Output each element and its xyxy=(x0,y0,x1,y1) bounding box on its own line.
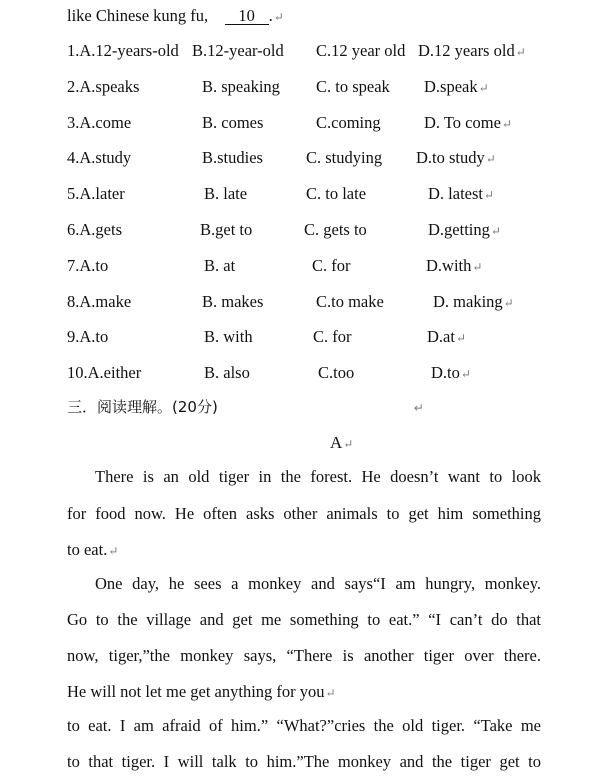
option-a: 7.A.to xyxy=(67,256,109,275)
passage-line: He will not let me get anything for you↵ xyxy=(67,682,336,701)
option-a: 3.A.come xyxy=(67,113,132,132)
option-c: C. to speak xyxy=(316,77,390,96)
option-b: B. makes xyxy=(202,292,264,311)
passage-line: One day, he sees a monkey and says“I am hungry, monkey. xyxy=(95,574,541,593)
option-a: 5.A.later xyxy=(67,184,125,203)
option-b: B. also xyxy=(204,363,250,382)
paragraph-mark-icon: ↵ xyxy=(460,367,471,381)
option-d: D. latest↵ xyxy=(428,184,495,203)
option-b: B. late xyxy=(204,184,248,203)
passage-line: for food now. He often asks other animals to get him something xyxy=(67,504,541,523)
option-d: D. To come↵ xyxy=(424,113,512,132)
passage-line: now, tiger,”the monkey says, “There is another tiger over there. xyxy=(67,646,541,665)
option-c: C.too xyxy=(318,363,355,382)
option-c: C. gets to xyxy=(304,220,367,239)
option-d: D.12 years old↵ xyxy=(418,41,526,60)
paragraph-mark-icon: ↵ xyxy=(108,544,119,558)
paragraph-mark-icon: ↵ xyxy=(515,45,526,59)
answer-blank: 10 xyxy=(225,8,269,25)
option-b: B. at xyxy=(204,256,236,275)
intro-line: like Chinese kung fu, 10 .↵ xyxy=(67,6,284,25)
option-d: D.getting↵ xyxy=(428,220,501,239)
option-d: D.to↵ xyxy=(431,363,471,382)
option-c: C. for xyxy=(312,256,351,275)
option-d: D. making↵ xyxy=(433,292,514,311)
option-c: C. studying xyxy=(306,148,383,167)
paragraph-mark-icon: ↵ xyxy=(413,401,424,415)
paragraph-mark-icon: ↵ xyxy=(485,152,496,166)
paragraph-mark-icon: ↵ xyxy=(478,81,489,95)
passage-label-text: A xyxy=(330,433,343,452)
option-c: C.to make xyxy=(316,292,384,311)
paragraph-mark-icon: ↵ xyxy=(472,260,483,274)
passage-label xyxy=(330,433,353,454)
option-c: C. to late xyxy=(306,184,367,203)
option-b: B.studies xyxy=(202,148,263,167)
option-d: D.with↵ xyxy=(426,256,483,275)
option-a: 1.A.12-years-old xyxy=(67,41,179,60)
option-a: 4.A.study xyxy=(67,148,132,167)
passage-line: There is an old tiger in the forest. He doesn’t want to look xyxy=(95,467,541,486)
option-b: B.get to xyxy=(200,220,253,239)
option-b: B. with xyxy=(204,327,253,346)
option-c: C.12 year old xyxy=(316,41,406,60)
option-d: D.speak↵ xyxy=(424,77,489,96)
paragraph-mark-icon: ↵ xyxy=(501,117,512,131)
option-a: 2.A.speaks xyxy=(67,77,140,96)
passage-line: to eat. I am afraid of him.” “What?”cries the old tiger. “Take me xyxy=(67,716,541,735)
option-a: 6.A.gets xyxy=(67,220,122,239)
option-b: B. speaking xyxy=(202,77,280,96)
paragraph-mark-icon: ↵ xyxy=(490,224,501,238)
paragraph-mark-icon: ↵ xyxy=(455,331,467,345)
option-c: C. for xyxy=(313,327,352,346)
option-a: 8.A.make xyxy=(67,292,132,311)
section-heading xyxy=(67,397,424,418)
paragraph-mark-icon: ↵ xyxy=(484,188,495,202)
option-a: 9.A.to xyxy=(67,327,109,346)
paragraph-mark-icon: ↵ xyxy=(503,296,514,310)
passage-line: Go to the village and get me something to eat.” “I can’t do that xyxy=(67,610,541,629)
option-d: D.to study↵ xyxy=(416,148,496,167)
option-b: B. comes xyxy=(202,113,264,132)
section-heading-text: 三．阅读理解。(20分) xyxy=(67,398,218,416)
paragraph-mark-icon: ↵ xyxy=(325,686,336,700)
option-b: B.12-year-old xyxy=(192,41,284,60)
paragraph-mark-icon: ↵ xyxy=(273,10,284,24)
passage-line: to eat.↵ xyxy=(67,540,119,559)
option-d: D.at↵ xyxy=(427,327,467,346)
option-a: 10.A.either xyxy=(67,363,142,382)
option-c: C.coming xyxy=(316,113,381,132)
intro-text: like Chinese kung fu, xyxy=(67,6,209,25)
passage-line: to that tiger. I will talk to him.”The monkey and the tiger get to xyxy=(67,752,541,771)
paragraph-mark-icon: ↵ xyxy=(343,437,354,451)
